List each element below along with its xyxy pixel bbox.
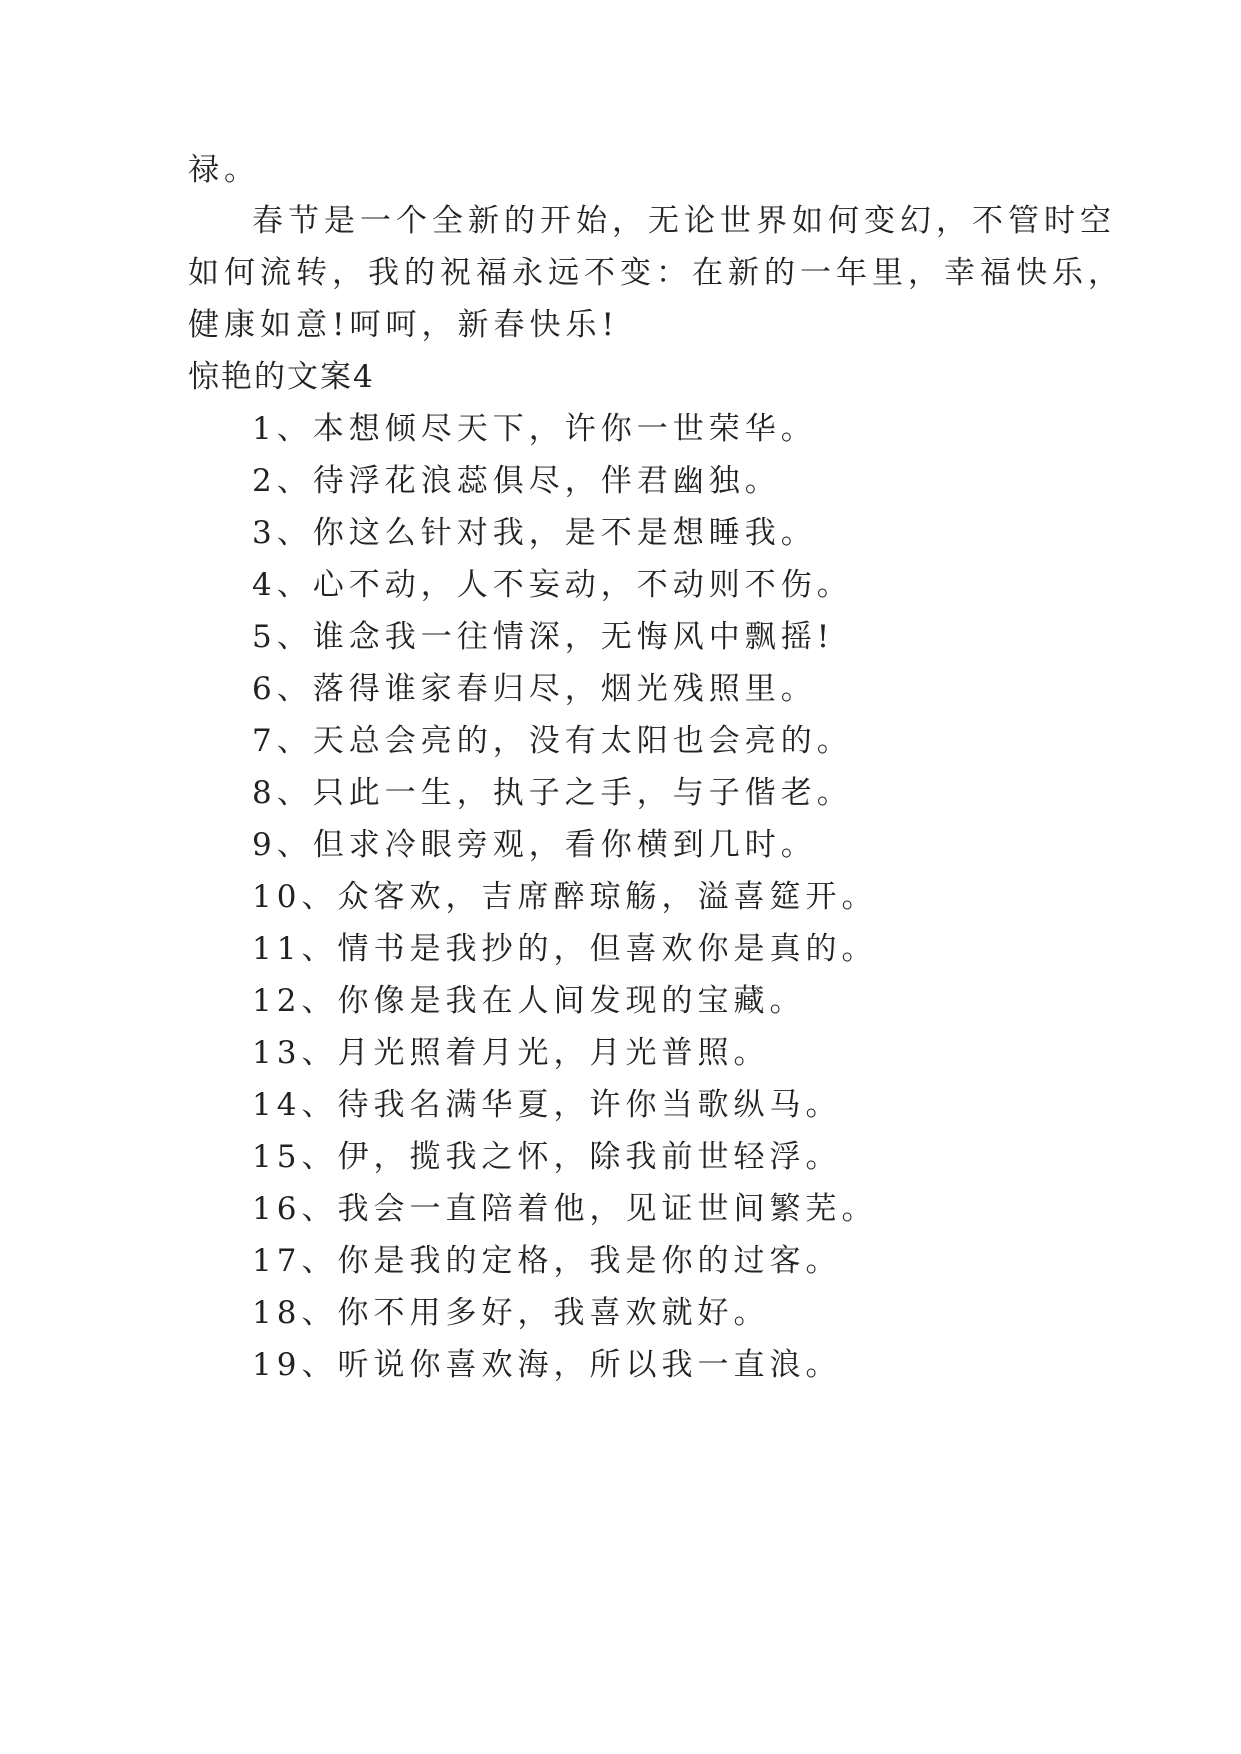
paragraph-line: 春节是一个全新的开始，无论世界如何变幻，不管时空 [252, 203, 1116, 239]
list-item: 2、待浮花浪蕊俱尽，伴君幽独。 [252, 463, 781, 499]
section-title: 惊艳的文案4 [188, 359, 375, 395]
list-item: 19、听说你喜欢海，所以我一直浪。 [252, 1347, 842, 1383]
list-item: 11、情书是我抄的，但喜欢你是真的。 [252, 931, 878, 967]
list-item: 9、但求冷眼旁观，看你横到几时。 [252, 827, 817, 863]
list-item: 1、本想倾尽天下，许你一世荣华。 [252, 411, 817, 447]
list-item: 14、待我名满华夏，许你当歌纵马。 [252, 1087, 842, 1123]
list-item: 18、你不用多好，我喜欢就好。 [252, 1295, 770, 1331]
paragraph-line: 禄。 [188, 152, 260, 188]
list-item: 3、你这么针对我，是不是想睡我。 [252, 515, 817, 551]
list-item: 7、天总会亮的，没有太阳也会亮的。 [252, 723, 853, 759]
list-item: 15、伊，揽我之怀，除我前世轻浮。 [252, 1139, 842, 1175]
list-item: 6、落得谁家春归尽，烟光残照里。 [252, 671, 817, 707]
list-item: 10、众客欢，吉席醉琼觞，溢喜筵开。 [252, 879, 878, 915]
paragraph-line: 如何流转，我的祝福永远不变：在新的一年里，幸福快乐， [188, 255, 1124, 291]
list-item: 4、心不动，人不妄动，不动则不伤。 [252, 567, 853, 603]
list-item: 16、我会一直陪着他，见证世间繁芜。 [252, 1191, 878, 1227]
list-item: 5、谁念我一往情深，无悔风中飘摇! [252, 619, 835, 655]
list-item: 12、你像是我在人间发现的宝藏。 [252, 983, 806, 1019]
paragraph-line: 健康如意!呵呵，新春快乐! [188, 307, 619, 343]
list-item: 13、月光照着月光，月光普照。 [252, 1035, 770, 1071]
list-item: 17、你是我的定格，我是你的过客。 [252, 1243, 842, 1279]
list-item: 8、只此一生，执子之手，与子偕老。 [252, 775, 853, 811]
